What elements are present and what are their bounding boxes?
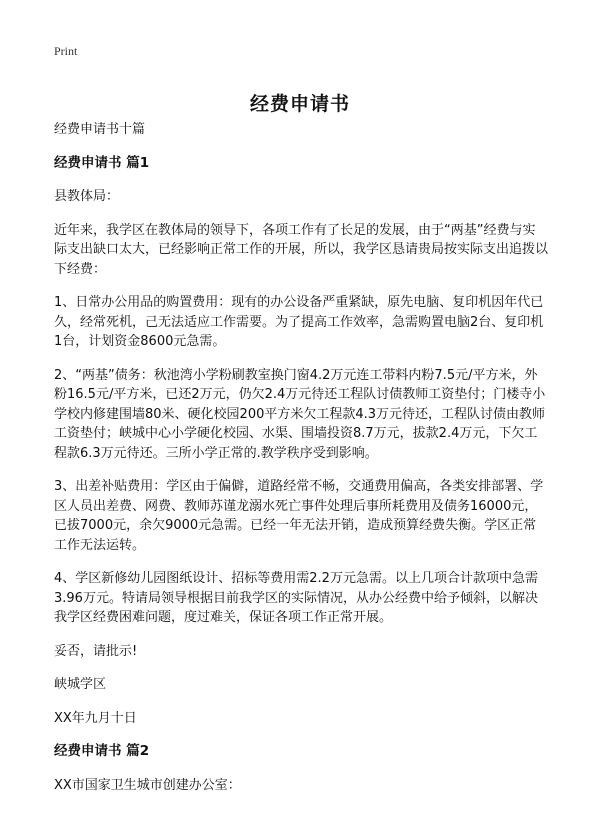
section-1-paragraph: 2、“两基”债务：秋池湾小学粉刷教室换门窗4.2万元连工带料内粉7.5元/平方米，外粉16.5元/平方米，已还2万元，仍欠2.4万元待还工程队讨债教师工资垫付；门楼寺小学校内修建围墙80米、硬化校园200平方米欠工程款4.3万元待还，工程队讨债由教师工资垫付；峡城中心小学硬化校园、水渠、围墙投资8.7万元，拔款2.4万元，下欠工程款6.3万元待还。三所小学正常的.教学秩序受到影响。 [54, 367, 546, 461]
print-label: Print [54, 44, 78, 58]
document-subtitle: 经费申请书十篇 [54, 122, 146, 137]
section-2-addressee: XX市国家卫生城市创建办公室： [54, 777, 241, 793]
section-1-signature: 峡城学区 [54, 677, 107, 692]
section-1-addressee: 县教体局： [54, 189, 120, 204]
section-1-paragraph: 3、出差补贴费用：学区由于偏僻，道路经常不畅，交通费用偏高，各类安排部署、学区人员出差费、网费、教师苏谨龙溺水死亡事件处理后事所耗费用及债务16000元，已拔7000元，余欠9000元急需。已经一年无法开销，造成预算经费失衡。学区正常工作无法运转。 [54, 479, 544, 553]
section-1-date: XX年九月十日 [54, 710, 137, 726]
document-body [54, 120, 548, 809]
section-1-paragraph: 4、学区新修幼儿园图纸设计、招标等费用需2.2万元急需。以上几项合计款项中急需3.96万元。特请局领导根据目前我学区的实际情况，从办公经费中给予倾斜，以解决我学区经费困难问题，度过难关，保证各项工作正常开展。 [54, 571, 538, 625]
section-1-heading: 经费申请书 篇1 [54, 154, 150, 171]
section-1-paragraph: 近年来，我学区在教体局的领导下，各项工作有了长足的发展，由于“两基”经费与实际支出缺口太大，已经影响正常工作的开展，所以，我学区恳请贵局按实际支出追拨以下经费： [54, 222, 549, 277]
section-1-paragraph: 1、日常办公用品的购置费用：现有的办公设备严重紧缺，原先电脑、复印机因年代已久，经常死机，己无法适应工作需要。为了提高工作效率，急需购置电脑2台、复印机1台，计划资金8600元急需。 [54, 295, 544, 349]
section-2-heading: 经费申请书 篇2 [54, 743, 150, 759]
section-1-closing: 妥否，请批示! [54, 643, 138, 659]
document-title: 经费申请书 [249, 92, 350, 115]
